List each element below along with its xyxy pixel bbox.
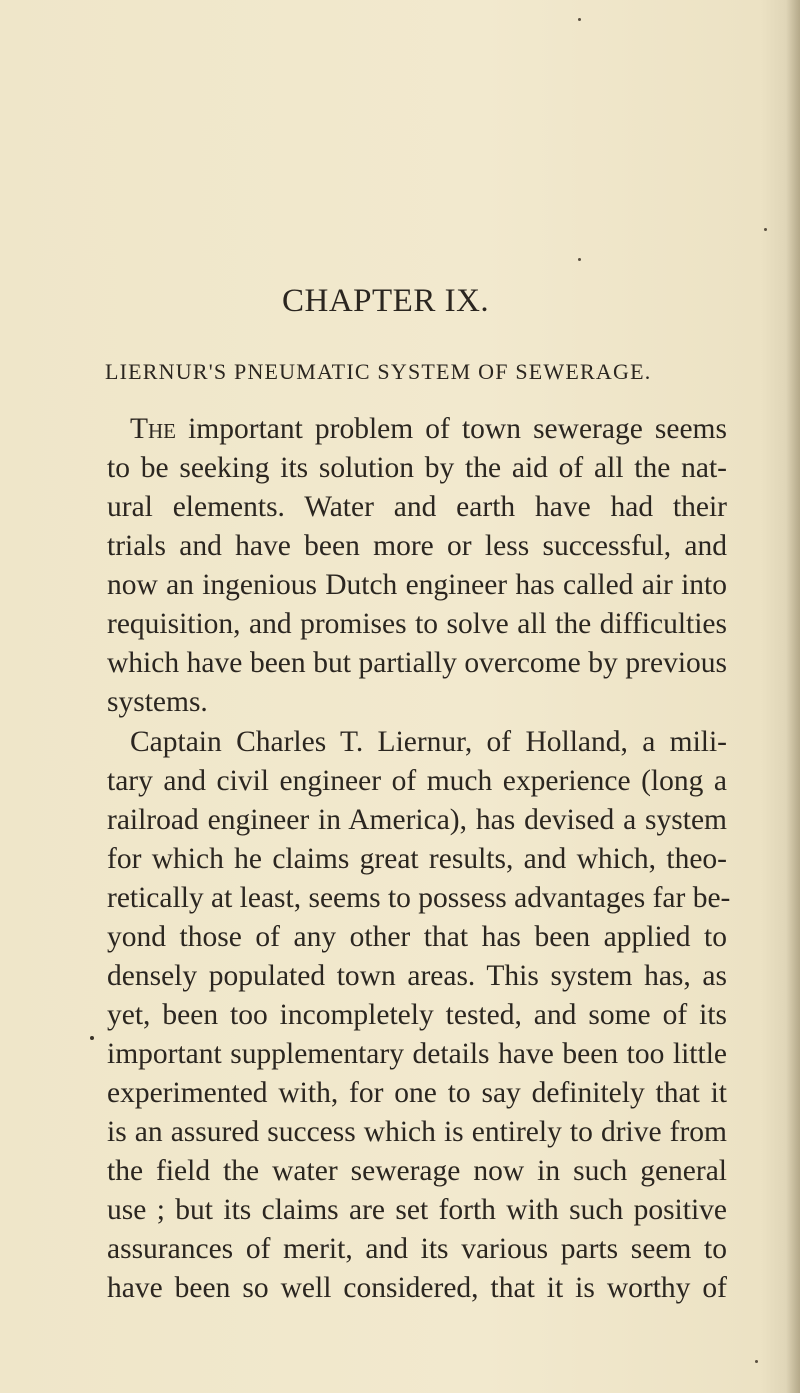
paper-speck (578, 18, 581, 21)
paragraph-line: systems. (107, 686, 208, 718)
paragraph-line: to be seeking its solution by the aid of all the nat- (107, 452, 727, 484)
paragraph-line (130, 413, 727, 446)
paragraph-lead-word: The (130, 413, 177, 445)
paragraph-line: now an ingenious Dutch engineer has called air into (107, 569, 727, 601)
paragraph-line: for which he claims great results, and which, theo- (107, 843, 727, 875)
paragraph-line: densely populated town areas. This system has, as (107, 960, 727, 992)
paper-speck (764, 228, 767, 231)
paragraph-line: assurances of merit, and its various parts seem to (107, 1233, 727, 1265)
paragraph-line: use ; but its claims are set forth with such positive (107, 1194, 727, 1226)
chapter-subtitle: LIERNUR'S PNEUMATIC SYSTEM OF SEWERAGE. (105, 359, 652, 384)
paragraph-line: yond those of any other that has been applied to (107, 921, 727, 953)
paragraph-line: yet, been too incompletely tested, and some of its (107, 999, 727, 1031)
paragraph-line: have been so well considered, that it is worthy of (107, 1272, 727, 1304)
paragraph-line: Captain Charles T. Liernur, of Holland, a mili- (130, 726, 727, 758)
page-edge-shadow (786, 0, 800, 1393)
paragraph-line: which have been but partially overcome by previous (107, 647, 727, 679)
paragraph-line: requisition, and promises to solve all the difficulties (107, 608, 727, 640)
paragraph-line: railroad engineer in America), has devised a system (107, 804, 727, 836)
paragraph-line-text: important problem of town sewerage seems (176, 413, 727, 445)
paragraph-line: important supplementary details have been too little (107, 1038, 727, 1070)
paragraph-line: retically at least, seems to possess advantages far be- (107, 882, 731, 914)
paragraph-line: is an assured success which is entirely to drive from (107, 1116, 727, 1148)
paragraph-line: trials and have been more or less successful, and (107, 530, 727, 562)
paragraph-line: experimented with, for one to say definitely that it (107, 1077, 727, 1109)
chapter-heading: CHAPTER IX. (282, 283, 490, 319)
paragraph-line: tary and civil engineer of much experience (long a (107, 765, 727, 797)
paragraph-line: ural elements. Water and earth have had their (107, 491, 727, 523)
paper-speck (578, 258, 581, 261)
paragraph-line: the field the water sewerage now in such general (107, 1155, 727, 1187)
paper-speck (755, 1360, 758, 1363)
margin-mark (90, 1036, 94, 1040)
